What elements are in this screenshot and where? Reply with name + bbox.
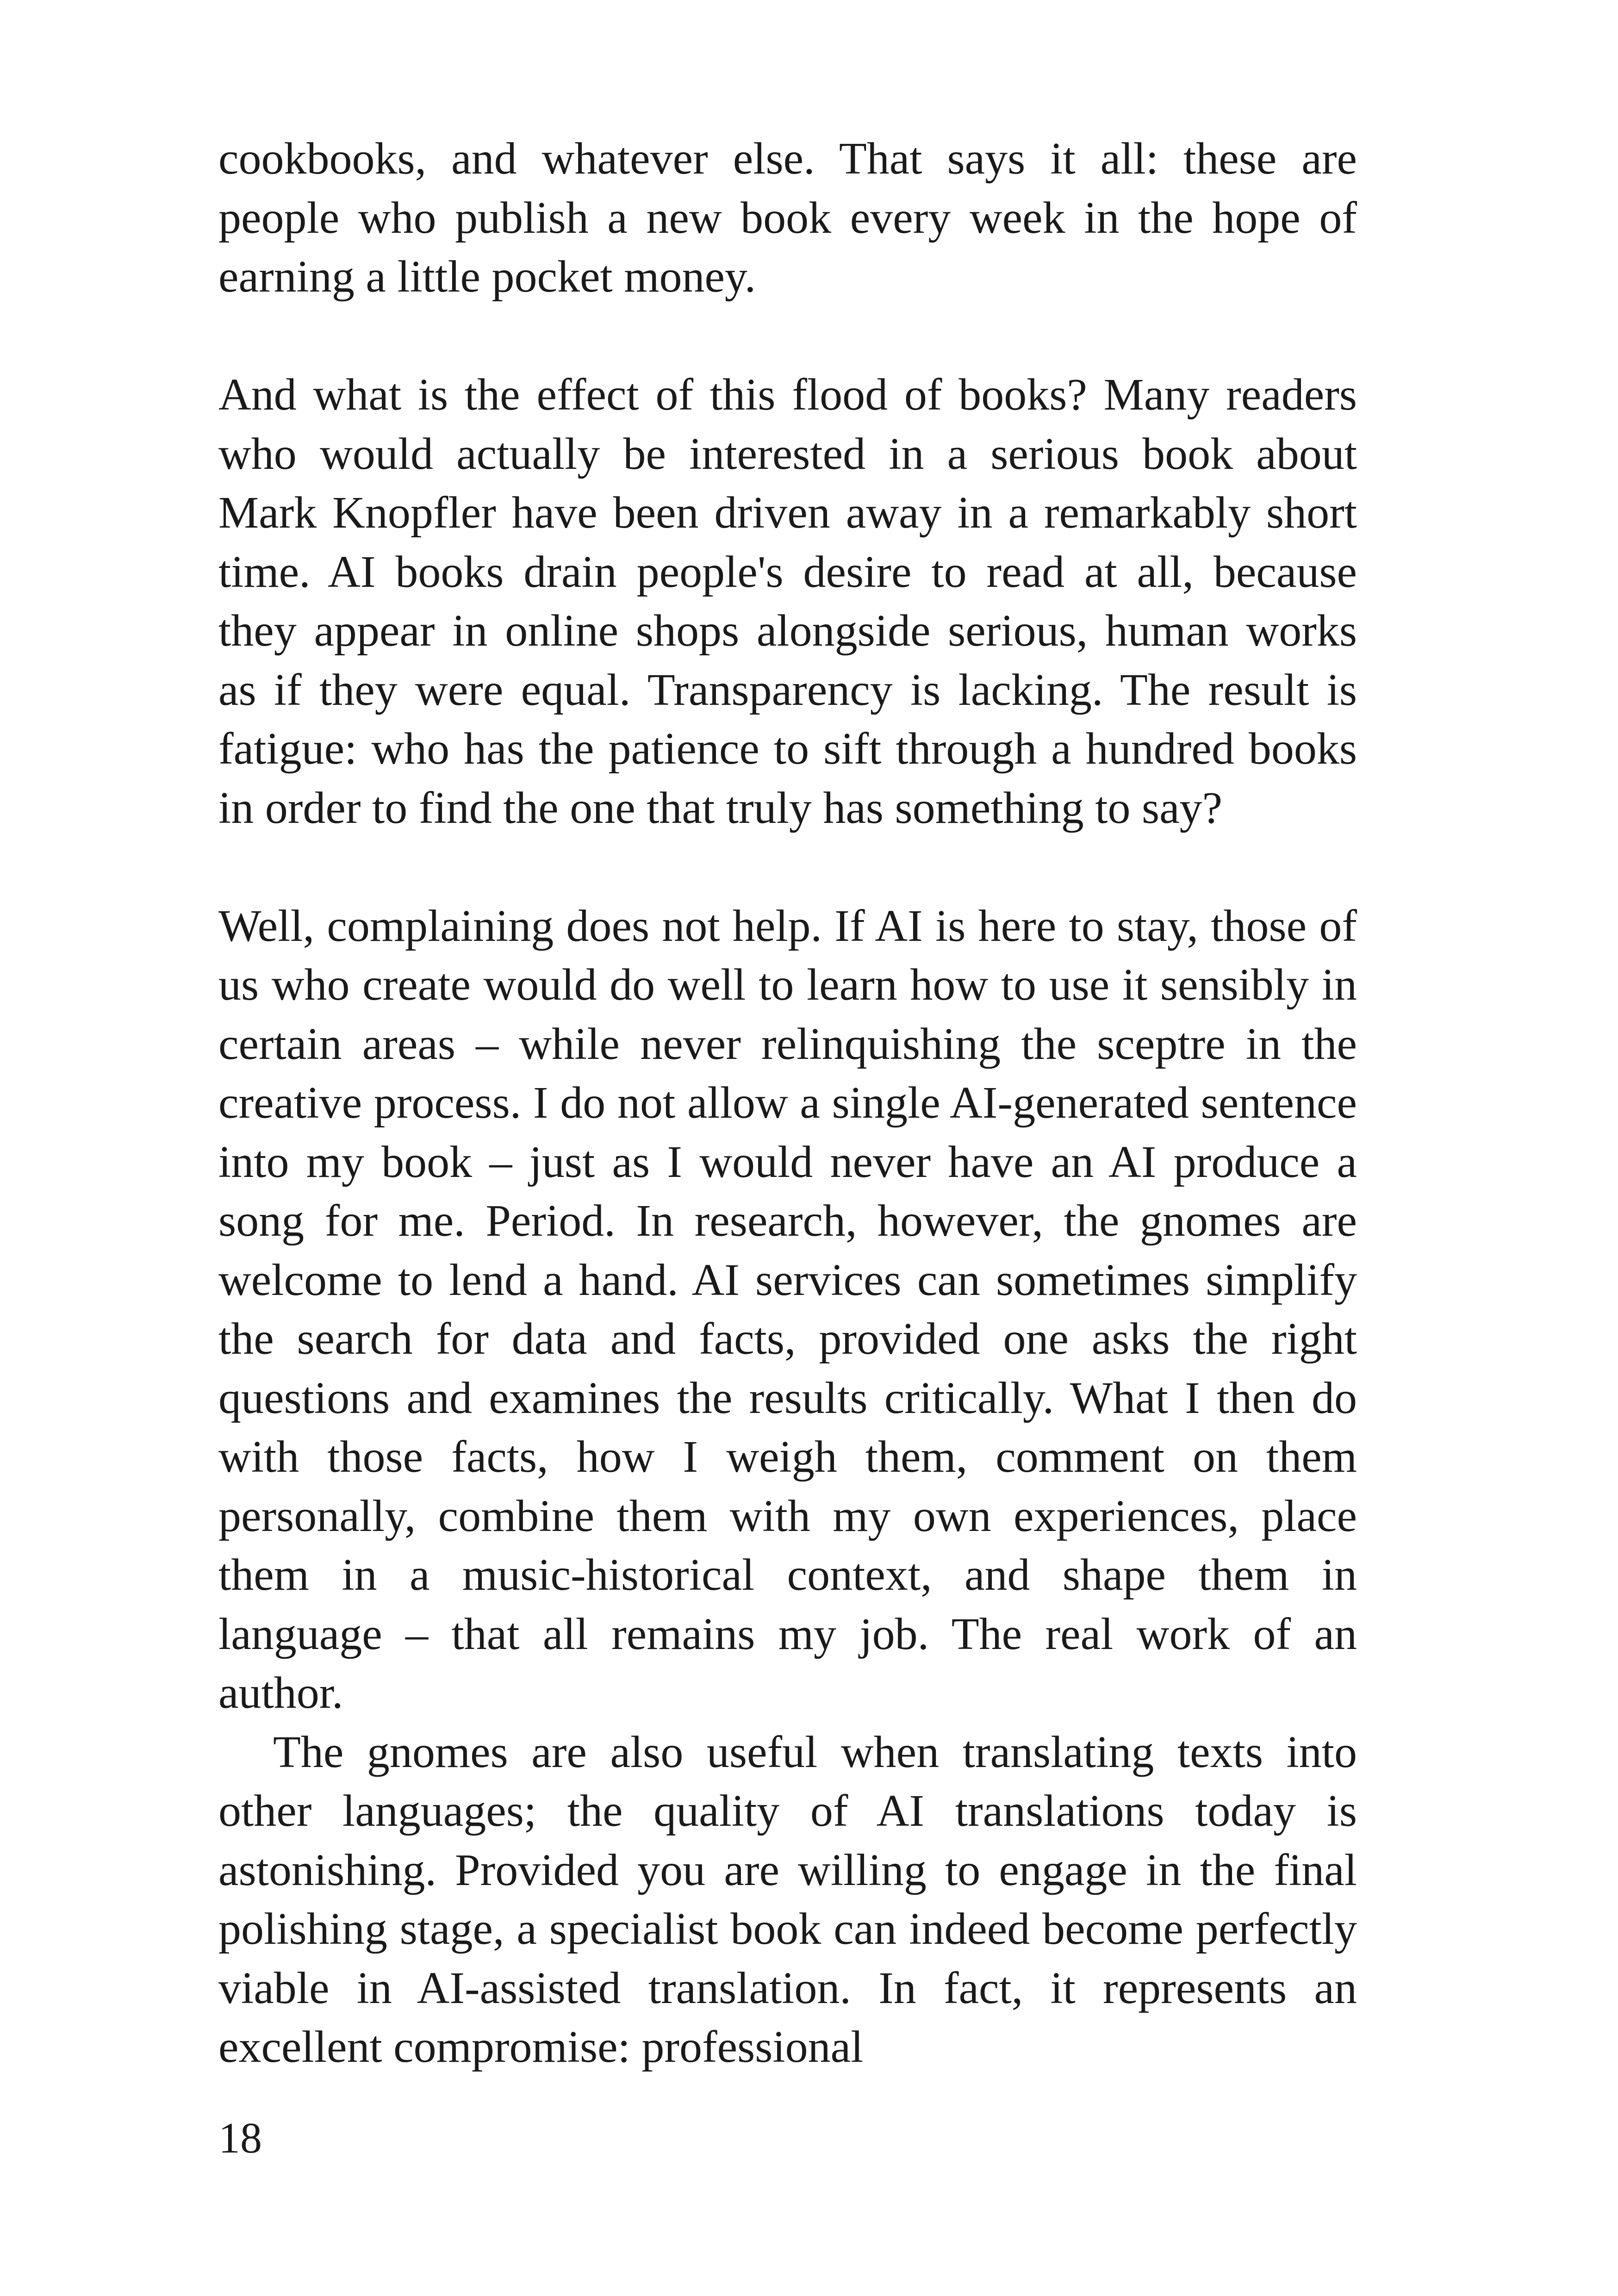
paragraph-translation: The gnomes are also useful when translating texts into other languages; the quality of AI translations today is astonishing. Provided you are willing to engage in the final polishing stage, a specialist book can indeed become perfectly viable in AI-assisted translation. In fact, it represents an excellent compromise: professional <box>218 1727 1357 2072</box>
paragraph-complaining: Well, complaining does not help. If AI is here to stay, those of us who create would do well to learn how to use it sensibly in certain areas – while never relinquishing the sceptre in the creative process. I do not allow a single AI-generated sentence into my book – just as I would never have an AI produce a song for me. Period. In research, however, the gnomes are welcome to lend a hand. AI services can sometimes simplify the search for data and facts, provided one asks the right questions and examines the results critically. What I then do with those facts, how I weigh them, comment on them personally, combine them with my own experiences, place them in a music-historical context, and shape them in language – that all remains my job. The real work of an author. <box>218 901 1357 1718</box>
page-number: 18 <box>218 2114 262 2162</box>
paragraph-flood-of-books: And what is the effect of this flood of books? Many readers who would actually be interested in a serious book about Mark Knopfler have been driven away in a remarkably short time. AI books drain people's desire to read at all, because they appear in online shops alongside serious, human works as if they were equal. Transparency is lacking. The result is fatigue: who has the patience to sift through a hundred books in order to find the one that truly has something to say? <box>218 370 1357 833</box>
body-text <box>218 130 1357 2077</box>
paragraph-continuation: cookbooks, and whatever else. That says it all: these are people who publish a new book every week in the hope of earning a little pocket money. <box>218 134 1357 302</box>
